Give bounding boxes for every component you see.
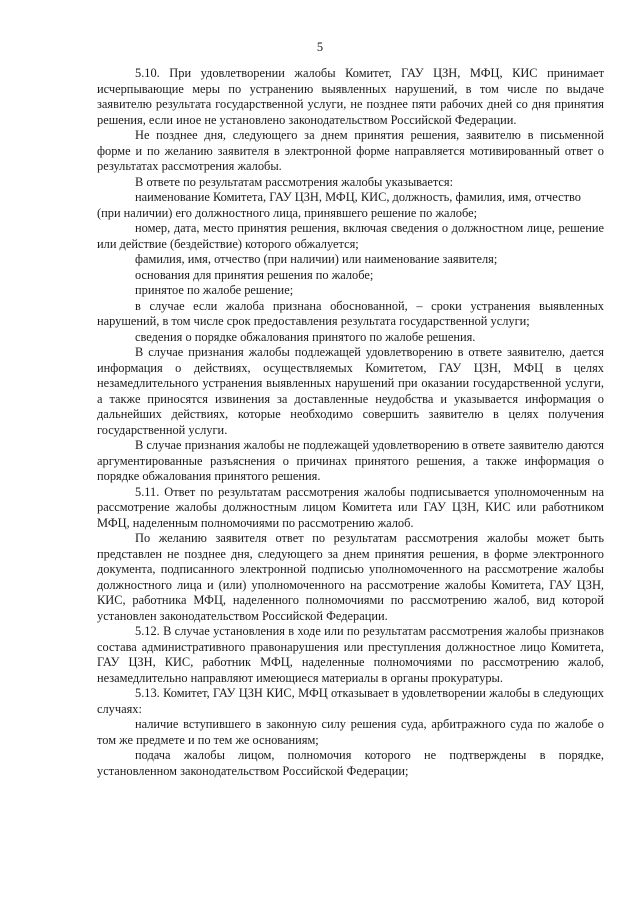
paragraph: 5.13. Комитет, ГАУ ЦЗН КИС, МФЦ отказывает в удовлетворении жалобы в следующих случаях: bbox=[97, 686, 604, 716]
paragraph: в случае если жалоба признана обоснованной, – сроки устранения выявленных нарушений, в том числе срок предоставления результата государственной услуги; bbox=[97, 298, 604, 328]
paragraph: основания для принятия решения по жалобе; bbox=[135, 267, 374, 282]
paragraph: В случае признания жалобы не подлежащей удовлетворению в ответе заявителю даются аргументированные разъяснения о причинах принятого решения, а также информация о порядке обжалования принятого решения. bbox=[97, 438, 604, 483]
paragraph: В ответе по результатам рассмотрения жалобы указывается: bbox=[135, 174, 454, 189]
paragraph: По желанию заявителя ответ по результатам рассмотрения жалобы может быть представлен не позднее дня, следующего за днем принятия решения, в форме электронного документа, подписанного электронной подписью уполномоченного на рассмотрение жалобы должностного лица и (или) уполномоченного на рассмотрение жалобы Комитета, ГАУ ЦЗН, КИС, работника МФЦ, наделенного полномочиями по рассмотрению жалоб, вид которой установлен законодательством Российской Федерации. bbox=[97, 531, 604, 623]
page-number: 5 bbox=[316, 40, 324, 54]
paragraph: 5.11. Ответ по результатам рассмотрения жалобы подписывается уполномоченным на рассмотрение жалобы должностным лицом Комитета или ГАУ ЦЗН, КИС или работником МФЦ, наделенным полномочиями по рассмотрению жалоб. bbox=[97, 484, 604, 530]
paragraph: номер, дата, место принятия решения, включая сведения о должностном лице, решение или действие (бездействие) которого обжалуется; bbox=[97, 221, 604, 251]
paragraph: сведения о порядке обжалования принятого по жалобе решения. bbox=[135, 329, 476, 344]
paragraph: наличие вступившего в законную силу решения суда, арбитражного суда по жалобе о том же предмете и по тем же основаниям; bbox=[97, 717, 604, 747]
paragraph: 5.12. В случае установления в ходе или по результатам рассмотрения жалобы признаков состава административного правонарушения или преступления должностное лицо Комитета, ГАУ ЦЗН, КИС, работник МФЦ, наделенные полномочиями по рассмотрению жалоб, незамедлительно направляют имеющиеся материалы в органы прокуратуры. bbox=[97, 624, 604, 685]
paragraph: фамилия, имя, отчество (при наличии) или наименование заявителя; bbox=[135, 252, 498, 266]
paragraph: Не позднее дня, следующего за днем принятия решения, заявителю в письменной форме и по желанию заявителя в электронной форме направляется мотивированный ответ о результатах рассмотрения жалобы. bbox=[97, 128, 604, 173]
document-body bbox=[97, 66, 604, 779]
paragraph: принятое по жалобе решение; bbox=[135, 283, 294, 297]
paragraph: В случае признания жалобы подлежащей удовлетворению в ответе заявителю, дается информация о действиях, осуществляемых Комитетом, ГАУ ЦЗН, МФЦ в целях незамедлительного устранения выявленных нарушений при оказании государственной услуги, а также приносятся извинения за доставленные неудобства и указывается информация о дальнейших действиях, которые необходимо совершить заявителю в целях получения государственной услуги. bbox=[97, 345, 604, 437]
paragraph: наименование Комитета, ГАУ ЦЗН, МФЦ, КИС, должность, фамилия, имя, отчество bbox=[135, 190, 581, 204]
paragraph: подача жалобы лицом, полномочия которого не подтверждены в порядке, установленном законодательством Российской Федерации; bbox=[97, 748, 604, 778]
paragraph: (при наличии) его должностного лица, принявшего решение по жалобе; bbox=[97, 205, 478, 220]
paragraph: 5.10. При удовлетворении жалобы Комитет, ГАУ ЦЗН, МФЦ, КИС принимает исчерпывающие меры по устранению выявленных нарушений, в том числе по выдаче заявителю результата государственной услуги, не позднее пяти рабочих дней со дня принятия решения, если иное не установлено законодательством Российской Федерации. bbox=[97, 66, 604, 127]
